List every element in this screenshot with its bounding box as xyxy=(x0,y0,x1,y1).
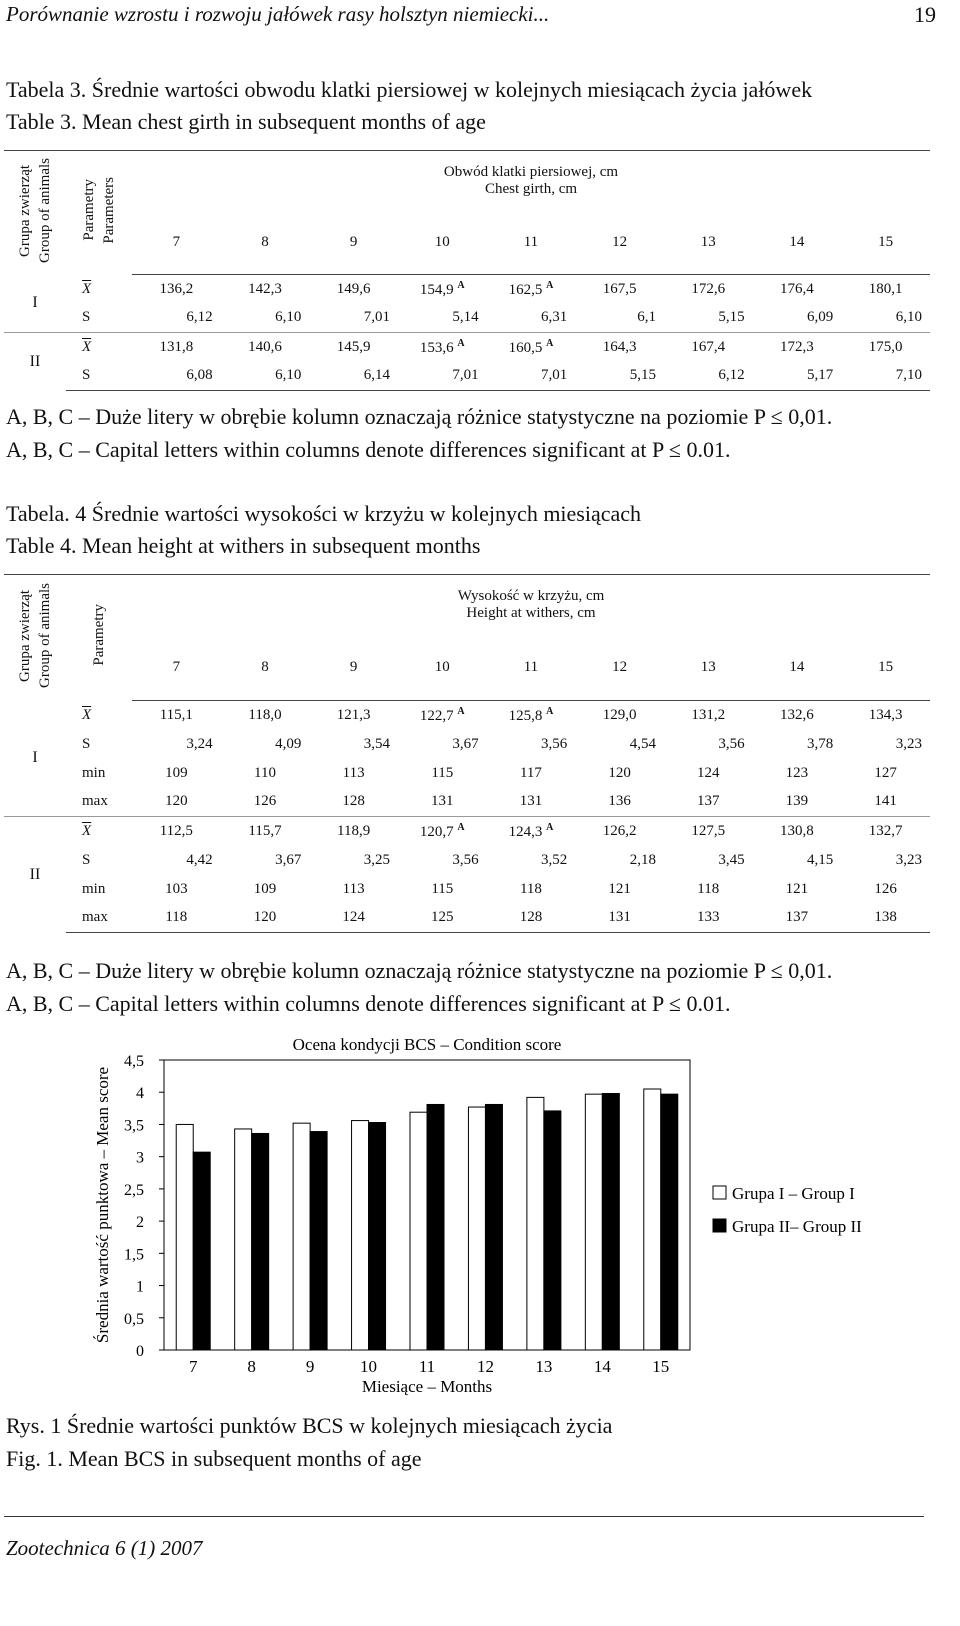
table-row xyxy=(4,701,930,730)
x-tick-label: 8 xyxy=(247,1357,256,1376)
months-row xyxy=(4,211,930,275)
table-row xyxy=(4,759,930,788)
legend-swatch xyxy=(713,1186,726,1199)
param-label: min xyxy=(82,880,106,897)
group-label: I xyxy=(32,294,38,312)
page-number: 19 xyxy=(914,2,936,27)
table-cell: 103 xyxy=(165,880,188,897)
y-tick-label: 0 xyxy=(136,1343,144,1360)
group-label: II xyxy=(4,333,66,391)
table-row xyxy=(4,817,930,846)
legend-swatch xyxy=(713,1219,726,1232)
table-cell: 3,56 xyxy=(452,851,479,868)
table4-height-withers xyxy=(4,574,930,933)
table-cell: 128 xyxy=(342,793,365,810)
x-tick-label: 14 xyxy=(593,1357,611,1376)
month-header: 10 xyxy=(398,211,487,275)
param-label: S xyxy=(66,362,132,391)
month-header: 7 xyxy=(132,635,221,701)
table-cell: 160,5 $^A$ xyxy=(487,333,576,362)
table-cell: 6,10 xyxy=(895,309,922,326)
y-tick-label: 2,5 xyxy=(124,1181,144,1199)
table-cell: 4,09 xyxy=(275,735,302,752)
month-header: 15 xyxy=(841,635,930,701)
param-header: Parametry xyxy=(66,575,132,701)
table-cell: 115,1 xyxy=(159,706,193,723)
param-header: Parametry Parameters xyxy=(66,151,132,275)
table-cell: 6,08 xyxy=(132,362,221,391)
param-label: max xyxy=(66,904,132,933)
table-cell: 4,15 xyxy=(807,851,834,868)
table-cell: 131 xyxy=(519,793,543,810)
table-cell: 136 xyxy=(608,793,631,810)
table-cell: 113 xyxy=(342,880,365,897)
table-cell: 5,15 xyxy=(575,362,664,391)
bar-group-ii xyxy=(252,1133,269,1350)
month-header: 8 xyxy=(221,211,310,275)
bar-group-i xyxy=(235,1129,252,1350)
month-header: 10 xyxy=(398,635,487,701)
x-tick-label: 11 xyxy=(418,1357,436,1376)
month-header: 12 xyxy=(575,635,664,701)
table-cell: 115 xyxy=(431,880,454,897)
running-title: Porównanie wzrostu i rozwoju jałówek rasy holsztyn niemiecki... xyxy=(6,2,550,26)
significance-letter: A xyxy=(457,705,465,717)
table-cell: 164,3 xyxy=(575,333,664,362)
table-cell: 3,54 xyxy=(363,735,390,752)
table-cell: 3,23 xyxy=(895,851,922,868)
bar-group-i xyxy=(585,1094,602,1350)
table4-caption-en: Table 4. Mean height at withers in subsequent months xyxy=(6,533,481,558)
table-cell: 176,4 xyxy=(780,280,814,297)
months-row xyxy=(4,635,930,701)
table-cell: 2,18 xyxy=(629,851,656,868)
significance-letter: A xyxy=(546,705,554,717)
month-header: 14 xyxy=(753,635,842,701)
table-cell: 3,45 xyxy=(718,851,745,868)
table-cell: 5,15 xyxy=(718,309,745,326)
y-tick-label: 4,5 xyxy=(124,1053,144,1070)
x-tick-label: 12 xyxy=(476,1357,494,1376)
param-label: $\overline{X}$ xyxy=(82,706,92,723)
table-cell: 125 xyxy=(398,904,487,933)
y-tick-label: 1 xyxy=(136,1278,144,1296)
table-cell: 124,3 $^A$ xyxy=(487,817,576,846)
group-header: Grupa zwierząt Group of animals xyxy=(4,575,66,701)
bar-group-i xyxy=(468,1107,485,1350)
significance-letter: A xyxy=(546,337,554,349)
bar-group-i xyxy=(644,1089,661,1350)
table-cell: 131,2 xyxy=(691,706,726,723)
month-header: 15 xyxy=(841,211,930,275)
bcs-chart xyxy=(0,1028,960,1418)
table-cell: 3,25 xyxy=(363,851,390,868)
table-cell: 172,6 xyxy=(691,280,726,297)
table-cell: 109 xyxy=(253,880,277,897)
journal-footer: Zootechnica 6 (1) 2007 xyxy=(6,1536,203,1560)
table4-caption-pl: Tabela. 4 Średnie wartości wysokości w krzyżu w kolejnych miesiącach xyxy=(6,501,642,526)
table-cell: 139 xyxy=(785,793,809,810)
table-cell: 122,7 $^A$ xyxy=(419,705,465,724)
y-axis-label: Średnia wartość punktowa – Mean score xyxy=(93,1066,112,1344)
significance-letter: A xyxy=(546,821,554,833)
measure-header: Wysokość w krzyżu, cm Height at withers, cm xyxy=(132,575,930,635)
significance-letter: A xyxy=(457,337,465,349)
table-cell: 126 xyxy=(253,793,277,810)
bar-group-ii xyxy=(427,1104,444,1350)
y-tick-label: 3 xyxy=(136,1149,144,1167)
month-header: 9 xyxy=(309,211,398,275)
table-row xyxy=(4,788,930,817)
table-cell: 6,14 xyxy=(309,362,398,391)
table-cell: 180,1 xyxy=(868,280,903,297)
table-cell: 131,8 xyxy=(132,333,221,362)
table-cell: 120,7 $^A$ xyxy=(398,817,487,846)
table-cell: 6,1 xyxy=(637,309,656,326)
table-cell: 132,6 xyxy=(780,706,814,723)
table-cell: 7,10 xyxy=(841,362,930,391)
group-header: Grupa zwierząt Group of animals xyxy=(4,151,66,275)
month-header: 11 xyxy=(487,211,576,275)
table-cell: 6,12 xyxy=(664,362,753,391)
table-cell: 115 xyxy=(431,764,454,781)
y-tick-label: 0,5 xyxy=(124,1310,144,1328)
table-cell: 140,6 xyxy=(221,333,310,362)
table-cell: 6,10 xyxy=(275,309,302,326)
table-cell: 138 xyxy=(841,904,930,933)
table-cell: 124 xyxy=(309,904,398,933)
table-cell: 121 xyxy=(608,880,631,897)
table-cell: 133 xyxy=(664,904,753,933)
table-cell: 3,56 xyxy=(541,735,568,752)
table-cell: 6,12 xyxy=(186,309,213,326)
table-cell: 6,31 xyxy=(541,309,568,326)
table3-caption-en: Table 3. Mean chest girth in subsequent months of age xyxy=(6,109,486,134)
month-header: 13 xyxy=(664,211,753,275)
table-cell: 5,14 xyxy=(452,309,479,326)
table-cell: 6,10 xyxy=(221,362,310,391)
figure-caption-pl: Rys. 1 Średnie wartości punktów BCS w kolejnych miesiącach życia xyxy=(6,1413,613,1438)
month-header: 14 xyxy=(753,211,842,275)
table-cell: 7,01 xyxy=(398,362,487,391)
group-label: I xyxy=(32,749,38,767)
table-cell: 3,67 xyxy=(452,735,479,752)
table-cell: 3,78 xyxy=(807,735,834,752)
param-label: $\overline{X}$ xyxy=(66,817,132,846)
bar-group-i xyxy=(293,1123,310,1350)
table-cell: 120 xyxy=(221,904,310,933)
table-cell: 3,56 xyxy=(718,735,745,752)
table-cell: 167,5 xyxy=(602,280,637,297)
param-label: min xyxy=(82,764,106,781)
month-header: 12 xyxy=(575,211,664,275)
x-tick-label: 13 xyxy=(535,1357,553,1376)
y-tick-label: 2 xyxy=(136,1214,144,1232)
table-row xyxy=(4,304,930,333)
table-cell: 120 xyxy=(165,793,188,810)
table-cell: 121 xyxy=(785,880,809,897)
table-cell: 3,24 xyxy=(186,735,213,752)
table-cell: 118,0 xyxy=(248,706,282,723)
table-cell: 3,52 xyxy=(541,851,568,868)
table-cell: 136,2 xyxy=(159,280,194,297)
table-cell: 6,09 xyxy=(807,309,834,326)
table-row xyxy=(4,275,930,304)
table-cell: 167,4 xyxy=(664,333,753,362)
table4-note-en: A, B, C – Capital letters within columns denote differences significant at P ≤ 0.01. xyxy=(6,991,731,1016)
table-cell: 137 xyxy=(753,904,842,933)
param-label: S xyxy=(82,851,91,868)
table-row xyxy=(4,846,930,875)
table-cell: 131 xyxy=(431,793,454,810)
month-header: 13 xyxy=(664,635,753,701)
table-cell: 141 xyxy=(874,793,897,810)
x-tick-label: 10 xyxy=(360,1357,378,1376)
table-cell: 130,8 xyxy=(753,817,842,846)
bar-group-ii xyxy=(544,1111,561,1350)
table-row xyxy=(4,904,930,933)
table3-note-en: A, B, C – Capital letters within columns denote differences significant at P ≤ 0.01. xyxy=(6,437,731,462)
bar-group-i xyxy=(176,1124,193,1350)
table-cell: 134,3 xyxy=(868,706,903,723)
significance-letter: A xyxy=(457,821,465,833)
y-tick-label: 1,5 xyxy=(124,1246,144,1264)
bcs-chart-svg xyxy=(0,1028,960,1418)
param-label: max xyxy=(82,793,108,810)
bar-group-i xyxy=(410,1112,427,1350)
table-cell: 123 xyxy=(785,764,809,781)
table-cell: 149,6 xyxy=(336,280,371,297)
significance-letter: A xyxy=(546,279,554,291)
table-cell: 154,9 $^A$ xyxy=(419,279,465,298)
table-cell: 118 xyxy=(519,880,542,897)
bar-group-i xyxy=(352,1121,369,1350)
table-cell: 4,54 xyxy=(629,735,656,752)
table-cell: 113 xyxy=(342,764,365,781)
month-header: 7 xyxy=(132,211,221,275)
table-cell: 125,8 $^A$ xyxy=(508,705,554,724)
month-header: 9 xyxy=(309,635,398,701)
y-tick-label: 4 xyxy=(136,1085,144,1103)
table-cell: 121,3 xyxy=(336,706,371,723)
bar-group-ii xyxy=(602,1094,619,1350)
table-cell: 131 xyxy=(575,904,664,933)
table-cell: 115,7 xyxy=(221,817,310,846)
x-tick-label: 7 xyxy=(188,1357,198,1376)
table-cell: 124 xyxy=(697,764,720,781)
param-label: S xyxy=(82,735,91,752)
table-cell: 126 xyxy=(874,880,897,897)
table-cell: 142,3 xyxy=(248,280,282,297)
table-row xyxy=(4,875,930,904)
table-cell: 175,0 xyxy=(841,333,930,362)
bar-group-ii xyxy=(193,1152,210,1350)
table-cell: 7,01 xyxy=(363,309,390,326)
figure-caption-en: Fig. 1. Mean BCS in subsequent months of age xyxy=(6,1446,422,1471)
param-label: $\overline{X}$ xyxy=(66,333,132,362)
table3-caption-pl: Tabela 3. Średnie wartości obwodu klatki piersiowej w kolejnych miesiącach życia jałówek xyxy=(6,77,813,102)
table3-note-pl: A, B, C – Duże litery w obrębie kolumn oznaczają różnice statystyczne na poziomie P ≤ 0,01. xyxy=(6,404,833,429)
table-cell: 120 xyxy=(608,764,631,781)
table-cell: 172,3 xyxy=(753,333,842,362)
legend-label: Grupa I – Group I xyxy=(732,1184,855,1203)
table-cell: 5,17 xyxy=(753,362,842,391)
footer-divider xyxy=(4,1516,924,1517)
table-cell: 118,9 xyxy=(309,817,398,846)
x-tick-label: 9 xyxy=(305,1357,315,1376)
table-cell: 118 xyxy=(132,904,221,933)
table-cell: 110 xyxy=(254,764,276,781)
table-row xyxy=(4,362,930,391)
table-cell: 7,01 xyxy=(487,362,576,391)
table-cell: 129,0 xyxy=(602,706,637,723)
table-cell: 117 xyxy=(519,764,542,781)
table-row xyxy=(4,333,930,362)
table3-chest-girth xyxy=(4,150,930,391)
table-cell: 3,67 xyxy=(275,851,302,868)
y-tick-label: 3,5 xyxy=(124,1117,144,1135)
bar-group-ii xyxy=(661,1094,678,1350)
table-cell: 3,23 xyxy=(895,735,922,752)
table-cell: 128 xyxy=(487,904,576,933)
x-tick-label: 15 xyxy=(652,1357,670,1376)
measure-header: Obwód klatki piersiowej, cm Chest girth, cm xyxy=(132,151,930,211)
bar-group-i xyxy=(527,1097,544,1350)
chart-title: Ocena kondycji BCS – Condition score xyxy=(292,1035,562,1054)
table-cell: 137 xyxy=(697,793,720,810)
table-cell: 112,5 xyxy=(132,817,221,846)
table-cell: 126,2 xyxy=(575,817,664,846)
bar-group-ii xyxy=(485,1104,502,1350)
table-cell: 127 xyxy=(874,764,897,781)
table-cell: 118 xyxy=(697,880,720,897)
bar-group-ii xyxy=(310,1132,327,1350)
x-axis-label: Miesiące – Months xyxy=(361,1377,493,1396)
month-header: 11 xyxy=(487,635,576,701)
table-cell: 145,9 xyxy=(309,333,398,362)
table-cell: 4,42 xyxy=(186,851,213,868)
legend-label: Grupa II– Group II xyxy=(732,1217,862,1236)
table-cell: 153,6 $^A$ xyxy=(398,333,487,362)
table-cell: 132,7 xyxy=(841,817,930,846)
param-label: S xyxy=(82,309,91,326)
significance-letter: A xyxy=(457,279,465,291)
table4-note-pl: A, B, C – Duże litery w obrębie kolumn oznaczają różnice statystyczne na poziomie P ≤ 0,01. xyxy=(6,958,833,983)
group-label: II xyxy=(4,817,66,933)
param-label: $\overline{X}$ xyxy=(82,280,92,297)
table-cell: 127,5 xyxy=(664,817,753,846)
bar-group-ii xyxy=(369,1123,386,1350)
month-header: 8 xyxy=(221,635,310,701)
table-cell: 109 xyxy=(165,764,188,781)
table-cell: 162,5 $^A$ xyxy=(508,279,554,298)
table-row xyxy=(4,730,930,759)
